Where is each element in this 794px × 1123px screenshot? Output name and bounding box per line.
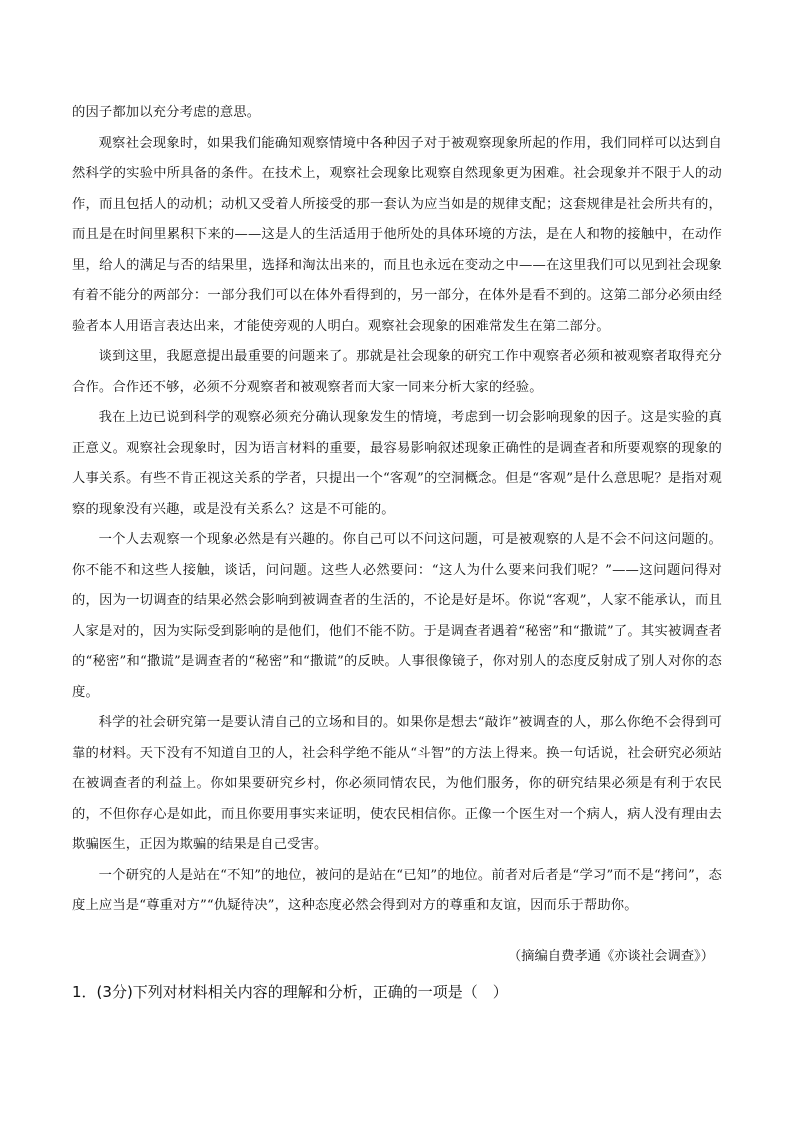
paragraph: 一个人去观察一个现象必然是有兴趣的。你自己可以不问这问题，可是被观察的人是不会不问这问题的。你不能不和这些人接触，谈话，问问题。这些人必然要问：“这人为什么要来问我们呢？”——这问题问得对的，因为一切调查的结果必然会影响到被调查者的生活的，不论是好是坏。你说“客观”，人家不能承认，而且人家是对的，因为实际受到影响的是他们，他们不能不防。于是调查者遇着“秘密”和“撒谎”了。其实被调查者的“秘密”和“撒谎”是调查者的“秘密”和“撒谎”的反映。人事很像镜子，你对别人的态度反射成了别人对你的态度。 xyxy=(72,532,722,700)
passage-body xyxy=(72,98,722,922)
paragraph: 观察社会现象时，如果我们能确知观察情境中各种因子对于被观察现象所起的作用，我们同样可以达到自然科学的实验中所具备的条件。在技术上，观察社会现象比观察自然现象更为困难。社会现象并不限于人的动作，而且包括人的动机；动机又受着人所接受的那一套认为应当如是的规律支配；这套规律是社会所共有的，而且是在时间里累积下来的——这是人的生活适用于他所处的具体环境的方法，是在人和物的接触中，在动作里，给人的满足与否的结果里，选择和淘汰出来的，而且也永远在变动之中——在这里我们可以见到社会现象有着不能分的两部分：一部分我们可以在体外看得到的，另一部分，在体外是看不到的。这第二部分必须由经验者本人用语言表达出来，才能使旁观的人明白。观察社会现象的困难常发生在第二部分。 xyxy=(72,135,722,334)
question-1: 1．(3分)下列对材料相关内容的理解和分析，正确的一项是（ ） xyxy=(72,983,508,1001)
source-citation: （摘编自费孝通《亦谈社会调查》） xyxy=(507,949,714,964)
paragraph: 我在上边已说到科学的观察必须充分确认现象发生的情境，考虑到一切会影响现象的因子。这是实验的真正意义。观察社会现象时，因为语言材料的重要，最容易影响叙述现象正确性的是调查者和所要观察的现象的人事关系。有些不肯正视这关系的学者，只提出一个“客观”的空洞概念。但是“客观”是什么意思呢？是指对观察的现象没有兴趣，或是没有关系么？这是不可能的。 xyxy=(72,410,722,517)
paragraph: 一个研究的人是站在“不知”的地位，被问的是站在“已知”的地位。前者对后者是“学习”而不是“拷问”，态度上应当是“尊重对方”“仇疑待决”，这种态度必然会得到对方的尊重和友谊，因而乐于帮助你。 xyxy=(72,867,722,913)
paragraph: 谈到这里，我愿意提出最重要的问题来了。那就是社会现象的研究工作中观察者必须和被观察者取得充分合作。合作还不够，必须不分观察者和被观察者而大家一同来分析大家的经验。 xyxy=(72,349,722,395)
paragraph: 的因子都加以充分考虑的意思。 xyxy=(72,105,261,120)
paragraph: 科学的社会研究第一是要认清自己的立场和目的。如果你是想去“敲诈”被调查的人，那么你绝不会得到可靠的材料。天下没有不知道自卫的人，社会科学绝不能从“斗智”的方法上得来。换一句话说，社会研究必须站在被调查者的利益上。你如果要研究乡村，你必须同情农民，为他们服务，你的研究结果必须是有利于农民的，不但你存心是如此，而且你要用事实来证明，使农民相信你。正像一个医生对一个病人，病人没有理由去欺骗医生，正因为欺骗的结果是自己受害。 xyxy=(72,715,722,852)
